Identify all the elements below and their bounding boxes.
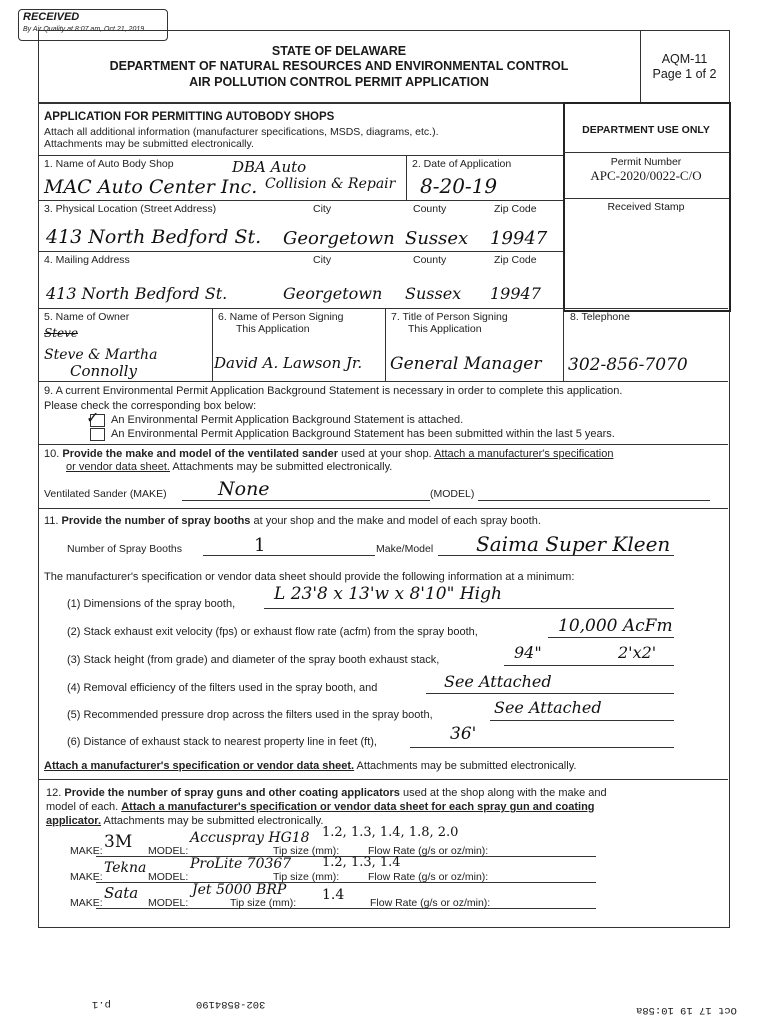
application-note-1: Attach all additional information (manufacturer specifications, MSDS, diagrams, etc.). xyxy=(44,126,439,138)
section-11-bold: Provide the number of spray booths xyxy=(61,515,251,527)
application-note-2: Attachments may be submitted electronically. xyxy=(44,138,254,150)
gun-1-tip-label: Tip size (mm): xyxy=(273,845,340,857)
field-8-value: 302-856-7070 xyxy=(568,355,688,375)
header-state: STATE OF DELAWARE xyxy=(271,44,407,58)
section-10-link-2: or vendor data sheet. xyxy=(66,461,170,473)
item-4-value: See Attached xyxy=(444,672,552,691)
section-11-num: 11. xyxy=(44,515,59,527)
gun-3-flow-label: Flow Rate (g/s or oz/min): xyxy=(370,897,491,909)
section-10-rest-2: Attachments may be submitted electronically. xyxy=(172,461,393,473)
field-3-street: 413 North Bedford St. xyxy=(46,226,262,248)
field-6-value: David A. Lawson Jr. xyxy=(214,354,363,372)
item-2-label: (2) Stack exhaust exit velocity (fps) or exhaust flow rate (acfm) from the spray booth, xyxy=(67,626,478,638)
spray-booth-make-label: Make/Model xyxy=(376,543,434,555)
permit-number-label: Permit Number xyxy=(610,156,682,168)
field-5-strike: Steve xyxy=(44,326,79,340)
item-4-label: (4) Removal efficiency of the filters used in the spray booth, and xyxy=(67,682,378,694)
gun-2-flow-label: Flow Rate (g/s or oz/min): xyxy=(368,871,489,883)
spray-booth-make-value: Saima Super Kleen xyxy=(476,532,671,556)
section-9-text-2: Please check the corresponding box below: xyxy=(44,400,257,412)
section-10-link-1: Attach a manufacturer's specification xyxy=(434,448,614,460)
section-12-bold: Provide the number of spray guns and other coating applicators xyxy=(64,787,400,799)
page-indicator: Page 1 of 2 xyxy=(652,67,717,81)
application-title: APPLICATION FOR PERMITTING AUTOBODY SHOPS xyxy=(44,111,335,123)
item-2-value: 10,000 AcFm xyxy=(558,616,673,636)
field-4-zip: 19947 xyxy=(490,284,541,303)
sander-make-label: Ventilated Sander (MAKE) xyxy=(44,488,167,500)
gun-1-make-label: MAKE: xyxy=(70,845,103,857)
received-stamp-label: Received Stamp xyxy=(607,201,685,213)
item-6-label: (6) Distance of exhaust stack to nearest property line in feet (ft), xyxy=(67,736,377,748)
gun-1-flow-label: Flow Rate (g/s or oz/min): xyxy=(368,845,489,857)
section-12-line-2a: model of each. xyxy=(46,801,119,813)
item-3-value-a: 94" xyxy=(514,643,542,662)
fax-page-number: p.1 xyxy=(92,998,111,1010)
section-11-attach-rest: Attachments may be submitted electronically. xyxy=(356,760,577,772)
gun-3-model-label: MODEL: xyxy=(148,897,189,909)
section-11-rest: at your shop and the make and model of each spray booth. xyxy=(253,515,541,527)
fax-number: 302-8584190 xyxy=(196,998,266,1010)
section-12-line-3a: applicator. xyxy=(46,815,102,827)
field-7-label-2: This Application xyxy=(408,323,482,335)
field-5-label: 5. Name of Owner xyxy=(44,311,130,323)
gun-3-tip-label: Tip size (mm): xyxy=(230,897,297,909)
form-id: AQM-11 xyxy=(661,52,708,66)
gun-2-tip-label: Tip size (mm): xyxy=(273,871,340,883)
section-10-rest: used at your shop. xyxy=(341,448,432,460)
section-12-line-3b: Attachments may be submitted electronically. xyxy=(103,815,324,827)
header-permit-application: AIR POLLUTION CONTROL PERMIT APPLICATION xyxy=(189,75,489,89)
department-use-title: DEPARTMENT USE ONLY xyxy=(582,124,710,136)
item-6-value: 36' xyxy=(450,724,477,744)
field-4-label: 4. Mailing Address xyxy=(44,254,130,266)
field-8-label: 8. Telephone xyxy=(570,311,630,323)
gun-3-make-label: MAKE: xyxy=(70,897,103,909)
gun-3-model: Jet 5000 BRP xyxy=(192,882,287,898)
field-3-county-label: County xyxy=(413,203,447,215)
field-2-label: 2. Date of Application xyxy=(412,158,512,170)
section-11-line-1 xyxy=(44,515,541,527)
section-9-option-1: An Environmental Permit Application Background Statement is attached. xyxy=(111,414,464,426)
item-1-value: L 23'8 x 13'w x 8'10" High xyxy=(274,584,502,604)
field-4-county-label: County xyxy=(413,254,447,266)
field-7-label-1: 7. Title of Person Signing xyxy=(391,311,508,323)
fax-timestamp: Oct 17 19 10:58a xyxy=(636,1004,737,1016)
section-12-line-3 xyxy=(46,815,323,827)
sander-make-value: None xyxy=(218,478,270,500)
section-11-attach xyxy=(44,760,576,772)
field-2-value: 8-20-19 xyxy=(420,174,498,198)
section-9-checkbox-2[interactable] xyxy=(90,428,105,441)
item-1-label: (1) Dimensions of the spray booth, xyxy=(67,598,236,610)
gun-1-tip: 1.2, 1.3, 1.4, 1.8, 2.0 xyxy=(322,825,459,840)
item-3-label: (3) Stack height (from grade) and diameter of the spray booth exhaust stack, xyxy=(67,654,440,666)
section-9-option-2: An Environmental Permit Application Background Statement has been submitted within the last 5 years. xyxy=(111,428,615,440)
gun-2-model-label: MODEL: xyxy=(148,871,189,883)
field-1-dba: DBA Auto xyxy=(232,158,307,176)
field-6-label-1: 6. Name of Person Signing xyxy=(218,311,344,323)
item-3-value-b: 2'x2' xyxy=(618,643,657,662)
gun-3-tip: 1.4 xyxy=(322,887,345,903)
field-3-city: Georgetown xyxy=(283,228,395,249)
spray-booth-count-value: 1 xyxy=(254,535,266,556)
checkmark-icon: ✓ xyxy=(86,408,100,427)
gun-1-model-label: MODEL: xyxy=(148,845,189,857)
received-stamp-subtitle: By Air Quality at 8:07 am, Oct 21, 2019 xyxy=(23,26,145,33)
sander-model-label: (MODEL) xyxy=(430,488,475,500)
field-4-city-label: City xyxy=(313,254,332,266)
section-12-line-1 xyxy=(46,787,607,799)
spray-booth-count-label: Number of Spray Booths xyxy=(67,543,182,555)
field-4-street: 413 North Bedford St. xyxy=(46,284,228,303)
gun-2-make-label: MAKE: xyxy=(70,871,103,883)
section-10-num: 10. xyxy=(44,448,60,460)
field-1-value: MAC Auto Center Inc. xyxy=(44,176,258,198)
gun-2-make: Tekna xyxy=(104,860,147,876)
section-10-line-1 xyxy=(44,448,614,460)
section-11-intro: The manufacturer's specification or vendor data sheet should provide the following information at a minimum: xyxy=(44,571,575,583)
field-4-city: Georgetown xyxy=(283,284,383,303)
section-12-line-2 xyxy=(46,801,595,813)
gun-1-make: 3M xyxy=(104,832,133,852)
field-6-label-2: This Application xyxy=(236,323,310,335)
field-4-county: Sussex xyxy=(405,284,462,303)
section-10-line-2 xyxy=(66,461,392,473)
field-7-value: General Manager xyxy=(390,354,542,374)
field-3-label: 3. Physical Location (Street Address) xyxy=(44,203,217,215)
field-5-value-2: Connolly xyxy=(70,362,137,380)
gun-1-model: Accuspray HG18 xyxy=(190,830,310,846)
field-3-zip-label: Zip Code xyxy=(494,203,537,215)
header-department: DEPARTMENT OF NATURAL RESOURCES AND ENVIRONMENTAL CONTROL xyxy=(109,59,569,73)
permit-number-value: APC-2020/0022-C/O xyxy=(590,168,702,183)
item-5-label: (5) Recommended pressure drop across the filters used in the spray booth, xyxy=(67,709,433,721)
section-10-bold: Provide the make and model of the ventilated sander xyxy=(62,448,339,460)
section-12-num: 12. xyxy=(46,787,62,799)
gun-2-tip: 1.2, 1.3, 1.4 xyxy=(322,855,401,870)
section-11-attach-bold: Attach a manufacturer's specification or vendor data sheet. xyxy=(44,760,355,772)
section-12-rest: used at the shop along with the make and xyxy=(402,787,607,799)
field-1-dba-2: Collision & Repair xyxy=(265,176,396,192)
field-5-value-1: Steve & Martha xyxy=(44,347,158,363)
field-3-county: Sussex xyxy=(405,228,469,249)
gun-2-model: ProLite 70367 xyxy=(190,856,292,872)
section-12-line-2b: Attach a manufacturer's specification or vendor data sheet for each spray gun and coating xyxy=(121,801,595,813)
field-3-zip: 19947 xyxy=(490,228,548,249)
item-5-value: See Attached xyxy=(494,698,602,717)
field-3-city-label: City xyxy=(313,203,332,215)
section-9-text-1: 9. A current Environmental Permit Application Background Statement is necessary in order to complete this application. xyxy=(44,385,623,397)
field-4-zip-label: Zip Code xyxy=(494,254,537,266)
field-1-label: 1. Name of Auto Body Shop xyxy=(44,158,174,170)
received-stamp-title: RECEIVED xyxy=(23,11,80,23)
gun-3-make: Sata xyxy=(104,884,139,902)
